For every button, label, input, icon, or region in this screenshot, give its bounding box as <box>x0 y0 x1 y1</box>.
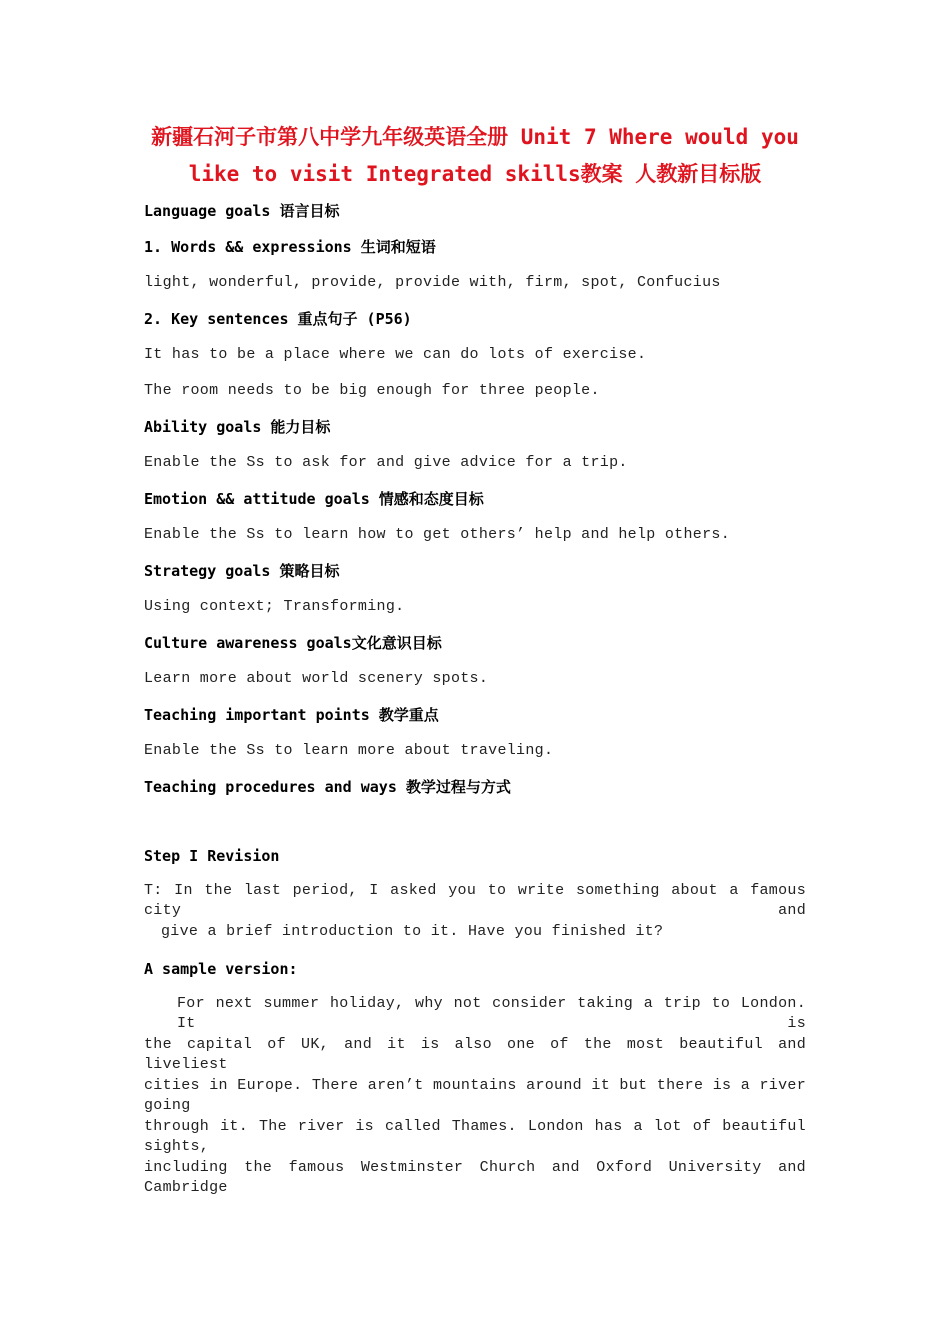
key-sentence-2: The room needs to be big enough for three people. <box>144 382 600 399</box>
sample-line-1: For next summer holiday, why not consider taking a trip to London. It is <box>177 995 806 1032</box>
teacher-line-1: T: In the last period, I asked you to write something about a famous city and <box>144 882 806 919</box>
emotion-goals-heading: Emotion && attitude goals 情感和态度目标 <box>144 490 484 508</box>
strategy-goals-heading: Strategy goals 策略目标 <box>144 562 340 580</box>
sample-line-3: cities in Europe. There aren’t mountains around it but there is a river going <box>144 1077 806 1114</box>
emotion-goals-text: Enable the Ss to learn how to get others’ help and help others. <box>144 526 730 543</box>
culture-goals-text: Learn more about world scenery spots. <box>144 670 489 687</box>
title-line-1: 新疆石河子市第八中学九年级英语全册 Unit 7 Where would you <box>151 125 799 149</box>
words-heading: 1. Words && expressions 生词和短语 <box>144 238 436 256</box>
words-list: light, wonderful, provide, provide with, firm, spot, Confucius <box>144 274 721 291</box>
teacher-line-2: give a brief introduction to it. Have you finished it? <box>161 923 664 940</box>
language-goals-heading: Language goals 语言目标 <box>144 202 340 220</box>
title-line-2: like to visit Integrated skills教案 人教新目标版 <box>188 162 762 186</box>
sample-line-5: including the famous Westminster Church and Oxford University and Cambridge <box>144 1159 806 1196</box>
sample-line-4: through it. The river is called Thames. London has a lot of beautiful sights, <box>144 1118 806 1155</box>
document-title <box>120 119 830 193</box>
key-sentence-1: It has to be a place where we can do lots of exercise. <box>144 346 647 363</box>
ability-goals-heading: Ability goals 能力目标 <box>144 418 331 436</box>
culture-goals-heading: Culture awareness goals文化意识目标 <box>144 634 442 652</box>
teaching-points-heading: Teaching important points 教学重点 <box>144 706 439 724</box>
teaching-points-text: Enable the Ss to learn more about traveling. <box>144 742 554 759</box>
sample-line-2: the capital of UK, and it is also one of the most beautiful and liveliest <box>144 1036 806 1073</box>
sample-version-heading: A sample version: <box>144 960 298 978</box>
teaching-procedures-heading: Teaching procedures and ways 教学过程与方式 <box>144 778 511 796</box>
strategy-goals-text: Using context; Transforming. <box>144 598 405 615</box>
key-sentences-heading: 2. Key sentences 重点句子 (P56) <box>144 310 412 328</box>
ability-goals-text: Enable the Ss to ask for and give advice for a trip. <box>144 454 628 471</box>
step-1-heading: Step I Revision <box>144 847 280 865</box>
